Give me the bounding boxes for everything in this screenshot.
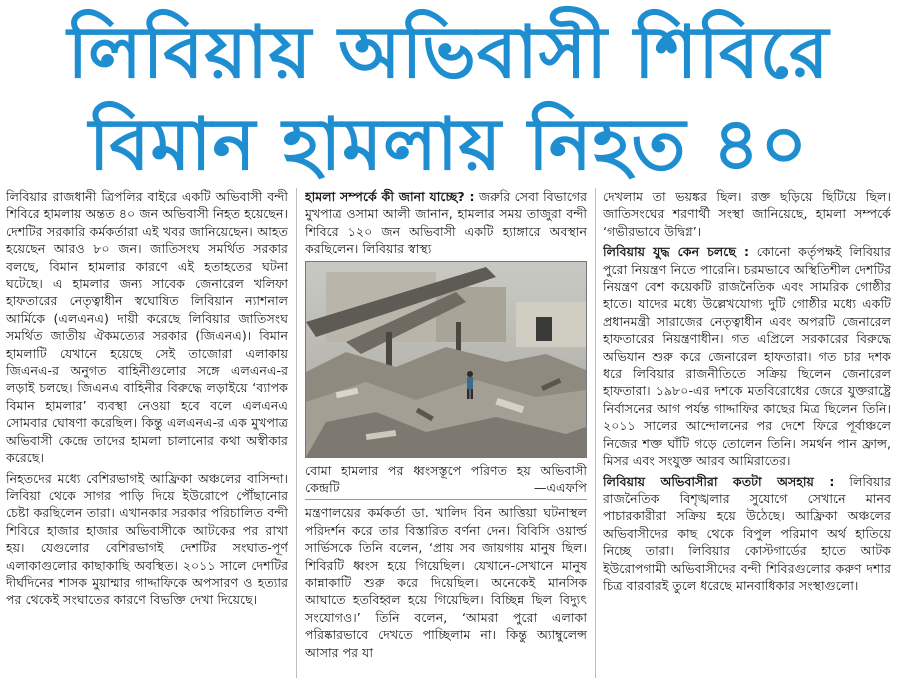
article-column-1 [6, 188, 288, 678]
headline-line-1: লিবিয়ায় অভিবাসী শিবিরে [67, 10, 830, 94]
column-divider [595, 188, 596, 678]
paragraph: লিবিয়ার রাজধানী ত্রিপলির বাইরে একটি অভিবাসী বন্দী শিবিরে হামলায় অন্তত ৪০ জন অভিবাসী নিহত হয়েছেন। দেশটির সরকারি কর্মকর্তারা এই খবর জানিয়েছেন। আহত হয়েছেন আরও ৮০ জন। জাতিসংঘ সমর্থিত সরকার বলছে, বিমান হামলার কারণে এই হতাহতের ঘটনা ঘটেছে। এ হামলার জন্য সাবেক জেনারেল খলিফা হাফতারের নেতৃত্বাধীন স্বঘোষিত লিবিয়ান ন্যাশনাল আর্মিকে (এলএনএ) দায়ী করেছে লিবিয়ার জাতিসংঘ সমর্থিত জাতীয় ঐকমত্যের সরকার (জিএনএ)। বিমান হামলাটি যেখানে হয়েছে সেই তাজোরা এলাকায় জিএনএ-র অনুগত বাহিনীগুলোর সঙ্গে এলএনএ-র লড়াই চলছে। জিএনএ বাহিনীর বিরুদ্ধে লড়াইয়ে ‘ব্যাপক বিমান হামলার’ ব্যবস্থা নেওয়া হবে বলে এলএনএ সোমবার ঘোষণা করেছিল। কিন্তু এলএনএ-র এক মুখপাত্র অভিবাসী কেন্দ্রে তাদের হামলা চালানোর কথা অস্বীকার করেছে। [6, 189, 288, 466]
photo-credit: —এএফপি [533, 480, 587, 496]
headline-line-2: বিমান হামলায় নিহত ৪০ [88, 102, 809, 186]
subheading: হামলা সম্পর্কে কী জানা যাচ্ছে? : [305, 189, 475, 204]
photo-caption [305, 462, 587, 501]
article-column-2 [305, 188, 587, 678]
photo-illustration [306, 262, 586, 457]
paragraph [305, 188, 587, 258]
column-divider [296, 188, 297, 678]
article-column-3 [603, 188, 891, 678]
paragraph [603, 473, 891, 595]
destroyed-building-photo [305, 261, 587, 458]
paragraph: নিহতদের মধ্যে বেশিরভাগই আফ্রিকা অঞ্চলের বাসিন্দা। লিবিয়া থেকে সাগর পাড়ি দিয়ে ইউরোপে পৌঁছানোর চেষ্টা করছিলেন তারা। এখানকার সরকার পরিচালিত বন্দী শিবিরে হাজার হাজার অভিবাসীকে আটকের পর রাখা হয়। যেগুলোর বেশিরভাগই দেশটির সংঘাত-পূর্ণ এলাকাগুলোর কাছাকাছি অবস্থিত। ২০১১ সালে দেশটির দীর্ঘদিনের শাসক মুয়াম্মার গাদ্দাফিকে অপসারণ ও হত্যার পর থেকেই সংঘাতের কারণে বিভক্তি দেখা দিয়েছে। [6, 470, 288, 608]
subheading: লিবিয়ায় অভিবাসীরা কতটা অসহায় : [603, 473, 835, 489]
paragraph-text: লিবিয়ার রাজনৈতিক বিশৃঙ্খলার সুযোগে সেখানে মানব পাচারকারীরা সক্রিয় হয়ে উঠেছে। আফ্রিকা অঞ্চলের অভিবাসীদের কাছ থেকে বিপুল পরিমাণ অর্থ হাতিয়ে নিচ্ছে তারা। লিবিয়ার কোস্টগার্ডের হাতে আটক ইউরোপগামী অভিবাসীদের বন্দী শিবিরগুলোর করুণ দশার চিত্র বারবারই তুলে ধরেছে মানবাধিকার সংস্থাগুলো। [603, 473, 891, 593]
paragraph-text: জরুরি সেবা বিভাগের মুখপাত্র ওসামা আলী জানান, হামলার সময় তাজুরা বন্দী শিবিরে ১২০ জন অভিবাসী একটি হ্যাঙ্গারে অবস্থান করছিলেন। লিবিয়ার স্বাস্থ্য [305, 189, 587, 257]
paragraph [603, 243, 891, 469]
paragraph: দেখলাম তা ভয়ঙ্কর ছিল। রক্ত ছড়িয়ে ছিটিয়ে ছিল। জাতিসংঘের শরণার্থী সংস্থা জানিয়েছে, হামলা সম্পর্কে ‘গভীরভাবে উদ্বিগ্ন’। [603, 189, 891, 239]
paragraph-text: কোনো কর্তৃপক্ষই লিবিয়ার পুরো নিয়ন্ত্রণ নিতে পারেনি। চরমভাবে অস্থিতিশীল দেশটির নিয়ন্ত্রণ বেশ কয়েকটি রাজনৈতিক এবং সামরিক গোষ্ঠীর হাতে। যাদের মধ্যে উল্লেখযোগ্য দুটি গোষ্ঠীর মধ্যে একটি প্রধানমন্ত্রী সারাজের নেতৃত্বাধীন এবং অপরটি জেনারেল হাফতারের নিয়ন্ত্রণাধীন। গত এপ্রিলে সরকারের বিরুদ্ধে অভিযান শুরু করে জেনারেল হাফতারা। গত চার দশক ধরে লিবিয়ার রাজনীতিতে সক্রিয় ছিলেন জেনারেল হাফতারা। ১৯৮০-এর দশকে মতবিরোধের জেরে যুক্তরাষ্ট্রে নির্বাসনের আগ পর্যন্ত গাদ্দাফির কাছের মিত্র ছিলেন তিনি। ২০১১ সালের আন্দোলনের পর দেশে ফিরে পূর্বাঞ্চলে নিজের শক্ত ঘাঁটি গড়ে তোলেন তিনি। সমর্থন পান ফ্রান্স, মিসর এবং সংযুক্ত আরব আমিরাতের। [603, 244, 891, 469]
paragraph: মন্ত্রণালয়ের কর্মকর্তা ডা. খালিদ বিন আত্তিয়া ঘটনাস্থল পরিদর্শন করে তার বিস্তারিত বর্ণনা দেন। বিবিসি ওয়ার্ল্ড সার্ভিসকে তিনি বলেন, ‘প্রায় সব জায়গায় মানুষ ছিল। শিবিরটি ধ্বংস হয়ে গিয়েছিল। যেখানে-সেখানে মানুষ কান্নাকাটি শুরু করে দিয়েছিল। অনেকেই মানসিক আঘাতে হতবিহ্বল হয়ে গিয়েছিল। বিচ্ছিন্ন ছিল বিদ্যুৎ সংযোগও।’ তিনি বলেন, ‘আমরা পুরো এলাকা পরিষ্কারভাবে দেখতে পাচ্ছিলাম না। কিন্তু অ্যাম্বুলেন্স আসার পর যা [305, 505, 587, 660]
subheading: লিবিয়ায় যুদ্ধ কেন চলছে : [603, 244, 750, 260]
caption-text: বোমা হামলার পর ধ্বংসস্তূপে পরিণত হয় অভিবাসী কেন্দ্রটি [305, 462, 587, 496]
